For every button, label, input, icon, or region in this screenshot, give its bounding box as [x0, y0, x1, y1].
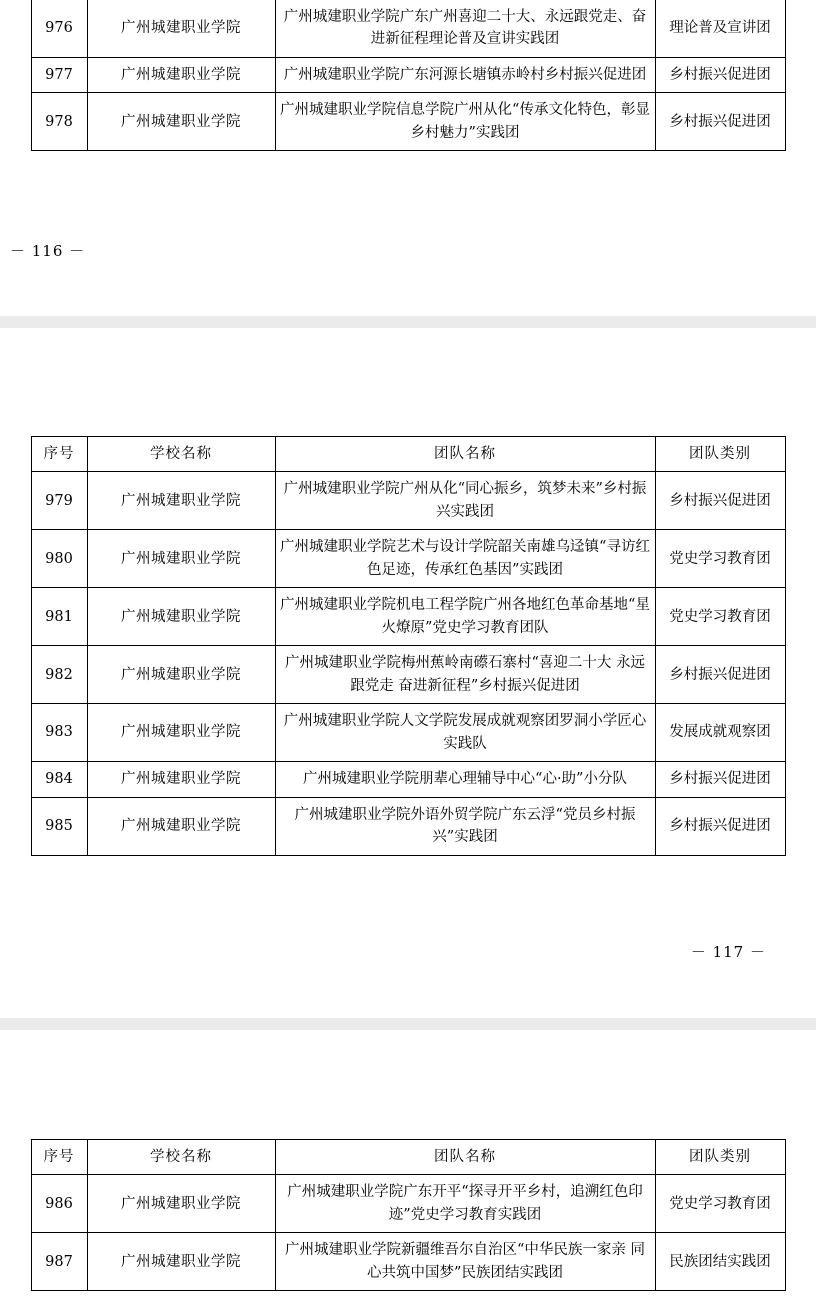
table-section-bottom: [0, 1139, 816, 1291]
cell-seq: 980: [31, 530, 87, 588]
cell-seq: 986: [31, 1175, 87, 1233]
table-row: [31, 704, 785, 762]
cell-seq: 982: [31, 646, 87, 704]
table-row: [31, 1175, 785, 1233]
cell-school: 广州城建职业学院: [87, 472, 275, 530]
cell-category: 乡村振兴促进团: [655, 472, 785, 530]
table-row: [31, 762, 785, 797]
cell-seq: 979: [31, 472, 87, 530]
header-seq: 序号: [31, 437, 87, 472]
data-table-middle: [31, 436, 786, 856]
cell-category: 民族团结实践团: [655, 1233, 785, 1291]
cell-team: 广州城建职业学院广东广州喜迎二十大、永远跟党走、奋进新征程理论普及宣讲实践团: [275, 0, 655, 57]
table-row: [31, 646, 785, 704]
header-seq: 序号: [31, 1140, 87, 1175]
table-row: [31, 1233, 785, 1291]
header-team: 团队名称: [275, 437, 655, 472]
page-separator: [0, 316, 816, 328]
page-separator: [0, 1018, 816, 1030]
cell-category: 乡村振兴促进团: [655, 646, 785, 704]
cell-team: 广州城建职业学院人文学院发展成就观察团罗洞小学匠心实践队: [275, 704, 655, 762]
cell-category: 党史学习教育团: [655, 588, 785, 646]
cell-team: 广州城建职业学院信息学院广州从化“传承文化特色，彰显乡村魅力”实践团: [275, 93, 655, 151]
cell-school: 广州城建职业学院: [87, 530, 275, 588]
table-section-top: [0, 0, 816, 151]
cell-category: 党史学习教育团: [655, 530, 785, 588]
data-table-top: [31, 0, 786, 151]
table-row: [31, 530, 785, 588]
cell-seq: 977: [31, 57, 87, 92]
cell-seq: 983: [31, 704, 87, 762]
cell-team: 广州城建职业学院广东开平“探寻开平乡村，追溯红色印迹”党史学习教育实践团: [275, 1175, 655, 1233]
table-row: [31, 57, 785, 92]
table-row: [31, 472, 785, 530]
cell-team: 广州城建职业学院艺术与设计学院韶关南雄乌迳镇“寻访红色足迹，传承红色基因”实践团: [275, 530, 655, 588]
cell-school: 广州城建职业学院: [87, 588, 275, 646]
cell-school: 广州城建职业学院: [87, 797, 275, 855]
cell-seq: 984: [31, 762, 87, 797]
cell-team: 广州城建职业学院广州从化“同心振乡，筑梦未来”乡村振兴实践团: [275, 472, 655, 530]
cell-category: 乡村振兴促进团: [655, 93, 785, 151]
table-section-middle: [0, 436, 816, 856]
cell-school: 广州城建职业学院: [87, 1175, 275, 1233]
page-number-117: － 117 －: [690, 943, 766, 961]
data-table-bottom: [31, 1139, 786, 1291]
table-row: [31, 797, 785, 855]
cell-school: 广州城建职业学院: [87, 93, 275, 151]
header-team: 团队名称: [275, 1140, 655, 1175]
cell-school: 广州城建职业学院: [87, 704, 275, 762]
cell-team: 广州城建职业学院外语外贸学院广东云浮“党员乡村振兴”实践团: [275, 797, 655, 855]
cell-category: 乡村振兴促进团: [655, 762, 785, 797]
cell-team: 广州城建职业学院机电工程学院广州各地红色革命基地“星火燎原”党史学习教育团队: [275, 588, 655, 646]
table-row: [31, 0, 785, 57]
cell-team: 广州城建职业学院广东河源长塘镇赤岭村乡村振兴促进团: [275, 57, 655, 92]
cell-seq: 987: [31, 1233, 87, 1291]
header-school: 学校名称: [87, 1140, 275, 1175]
header-school: 学校名称: [87, 437, 275, 472]
header-category: 团队类别: [655, 437, 785, 472]
table-row: [31, 588, 785, 646]
cell-category: 发展成就观察团: [655, 704, 785, 762]
cell-category: 乡村振兴促进团: [655, 797, 785, 855]
cell-team: 广州城建职业学院新疆维吾尔自治区“中华民族一家亲 同心共筑中国梦”民族团结实践团: [275, 1233, 655, 1291]
cell-category: 理论普及宣讲团: [655, 0, 785, 57]
cell-school: 广州城建职业学院: [87, 1233, 275, 1291]
cell-seq: 981: [31, 588, 87, 646]
cell-category: 乡村振兴促进团: [655, 57, 785, 92]
cell-team: 广州城建职业学院梅州蕉岭南礤石寨村“喜迎二十大 永远跟党走 奋进新征程”乡村振兴促进团: [275, 646, 655, 704]
cell-seq: 976: [31, 0, 87, 57]
cell-seq: 985: [31, 797, 87, 855]
cell-school: 广州城建职业学院: [87, 646, 275, 704]
cell-school: 广州城建职业学院: [87, 0, 275, 57]
cell-category: 党史学习教育团: [655, 1175, 785, 1233]
cell-seq: 978: [31, 93, 87, 151]
cell-team: 广州城建职业学院朋辈心理辅导中心“心·助”小分队: [275, 762, 655, 797]
cell-school: 广州城建职业学院: [87, 762, 275, 797]
page-number-116: － 116 －: [10, 242, 86, 260]
table-header-row: [31, 1140, 785, 1175]
cell-school: 广州城建职业学院: [87, 57, 275, 92]
table-row: [31, 93, 785, 151]
header-category: 团队类别: [655, 1140, 785, 1175]
table-header-row: [31, 437, 785, 472]
